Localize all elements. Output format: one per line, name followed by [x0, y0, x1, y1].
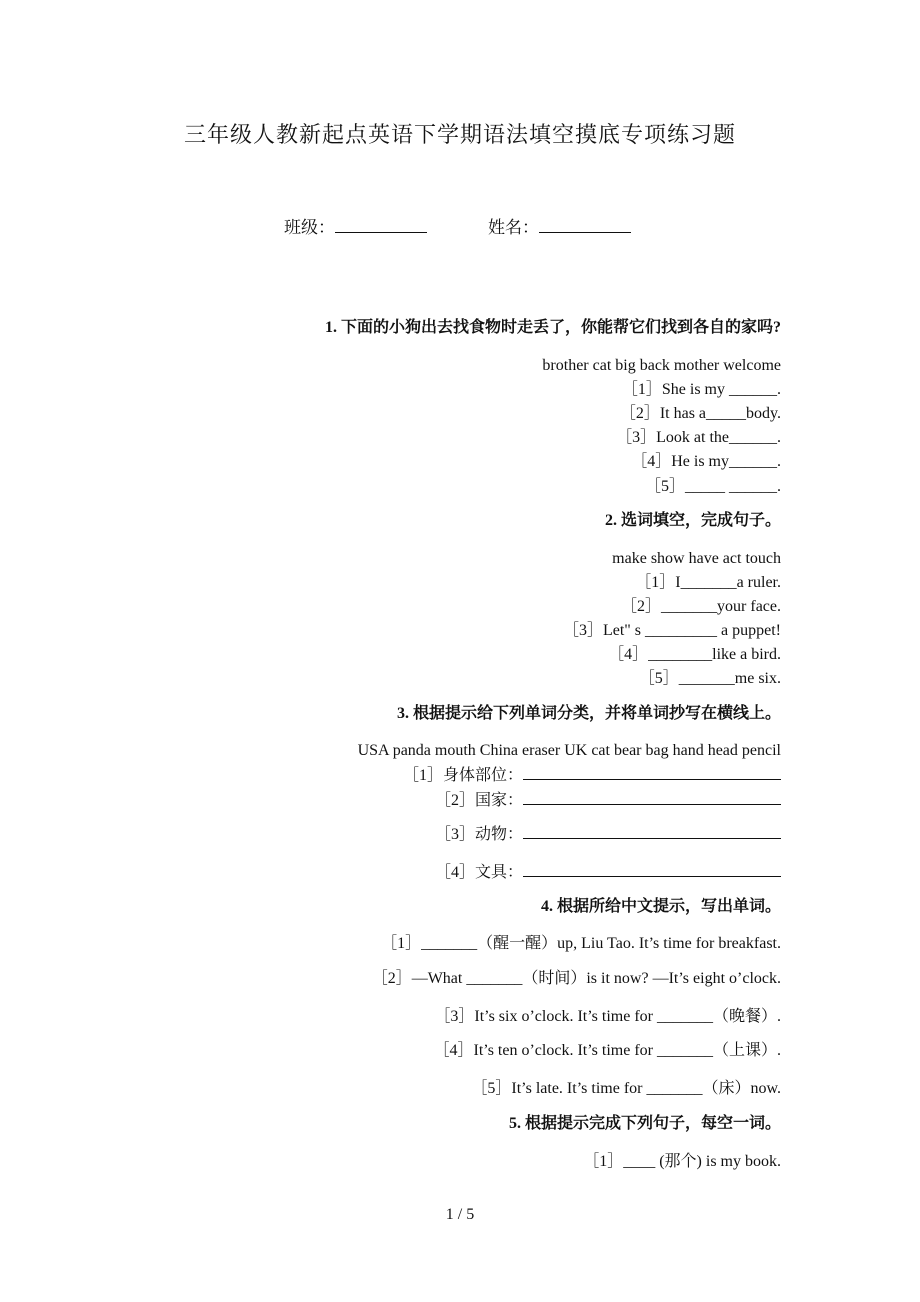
section3-answer-line-2[interactable]	[523, 790, 781, 805]
section3-answer-line-3[interactable]	[523, 824, 781, 839]
section1-item-5: ［5］_____ ______.	[644, 478, 781, 495]
section3-item-1	[403, 765, 781, 786]
class-field	[284, 213, 427, 238]
section4-item-4: ［4］It’s ten o’clock. It’s time for _______（上课）.	[433, 1042, 781, 1059]
class-blank[interactable]	[335, 216, 427, 233]
section2-word-bank: make show have act touch	[612, 550, 781, 567]
section2-item-4: ［4］________like a bird.	[608, 646, 781, 663]
section5-heading: 5. 根据提示完成下列句子，每空一词。	[508, 1115, 781, 1132]
section1-item-3: ［3］Look at the______.	[616, 429, 781, 446]
section2-item-1: ［1］I_______a ruler.	[635, 574, 781, 591]
section1-heading: 1. 下面的小狗出去找食物时走丢了，你能帮它们找到各自的家吗?	[324, 319, 781, 336]
section1-item-4: ［4］He is my______.	[631, 453, 781, 470]
name-blank[interactable]	[539, 216, 631, 233]
section4-item-2: ［2］—What _______（时间）is it now? —It’s eight o’clock.	[371, 970, 781, 987]
section3-answer-line-4[interactable]	[523, 862, 781, 877]
section1-word-bank: brother cat big back mother welcome	[542, 357, 781, 374]
section3-word-bank: USA panda mouth China eraser UK cat bear bag hand head pencil	[357, 742, 781, 759]
section5-item-1: ［1］____ (那个) is my book.	[583, 1153, 781, 1170]
section1-item-1: ［1］She is my ______.	[621, 381, 781, 398]
name-label: 姓名：	[488, 218, 539, 237]
section2-heading: 2. 选词填空，完成句子。	[604, 512, 781, 529]
section2-item-5: ［5］_______me six.	[638, 670, 781, 687]
section4-heading: 4. 根据所给中文提示，写出单词。	[540, 898, 781, 915]
section3-item-1-label: ［1］身体部位：	[402, 767, 523, 784]
document-title: 三年级人教新起点英语下学期语法填空摸底专项练习题	[183, 122, 736, 147]
section2-item-2: ［2］_______your face.	[621, 598, 781, 615]
section2-item-3: ［3］Let" s _________ a puppet!	[562, 622, 781, 639]
section4-item-3: ［3］It’s six o’clock. It’s time for _______（晚餐）.	[434, 1008, 781, 1025]
section4-item-5: ［5］It’s late. It’s time for _______（床）now.	[471, 1080, 781, 1097]
section3-item-3-label: ［3］动物：	[434, 826, 523, 843]
section3-item-3	[435, 824, 781, 845]
section3-item-2	[435, 790, 781, 811]
section3-item-4	[435, 862, 781, 883]
section3-item-4-label: ［4］文具：	[434, 864, 523, 881]
section3-answer-line-1[interactable]	[523, 765, 781, 780]
section1-item-2: ［2］It has a_____body.	[619, 405, 781, 422]
page-number: 1 / 5	[445, 1206, 475, 1223]
class-label: 班级：	[284, 218, 335, 237]
section3-heading: 3. 根据提示给下列单词分类，并将单词抄写在横线上。	[396, 705, 781, 722]
name-field	[488, 213, 631, 238]
section3-item-2-label: ［2］国家：	[434, 792, 523, 809]
section4-item-1: ［1］_______（醒一醒）up, Liu Tao. It’s time for breakfast.	[381, 935, 781, 952]
